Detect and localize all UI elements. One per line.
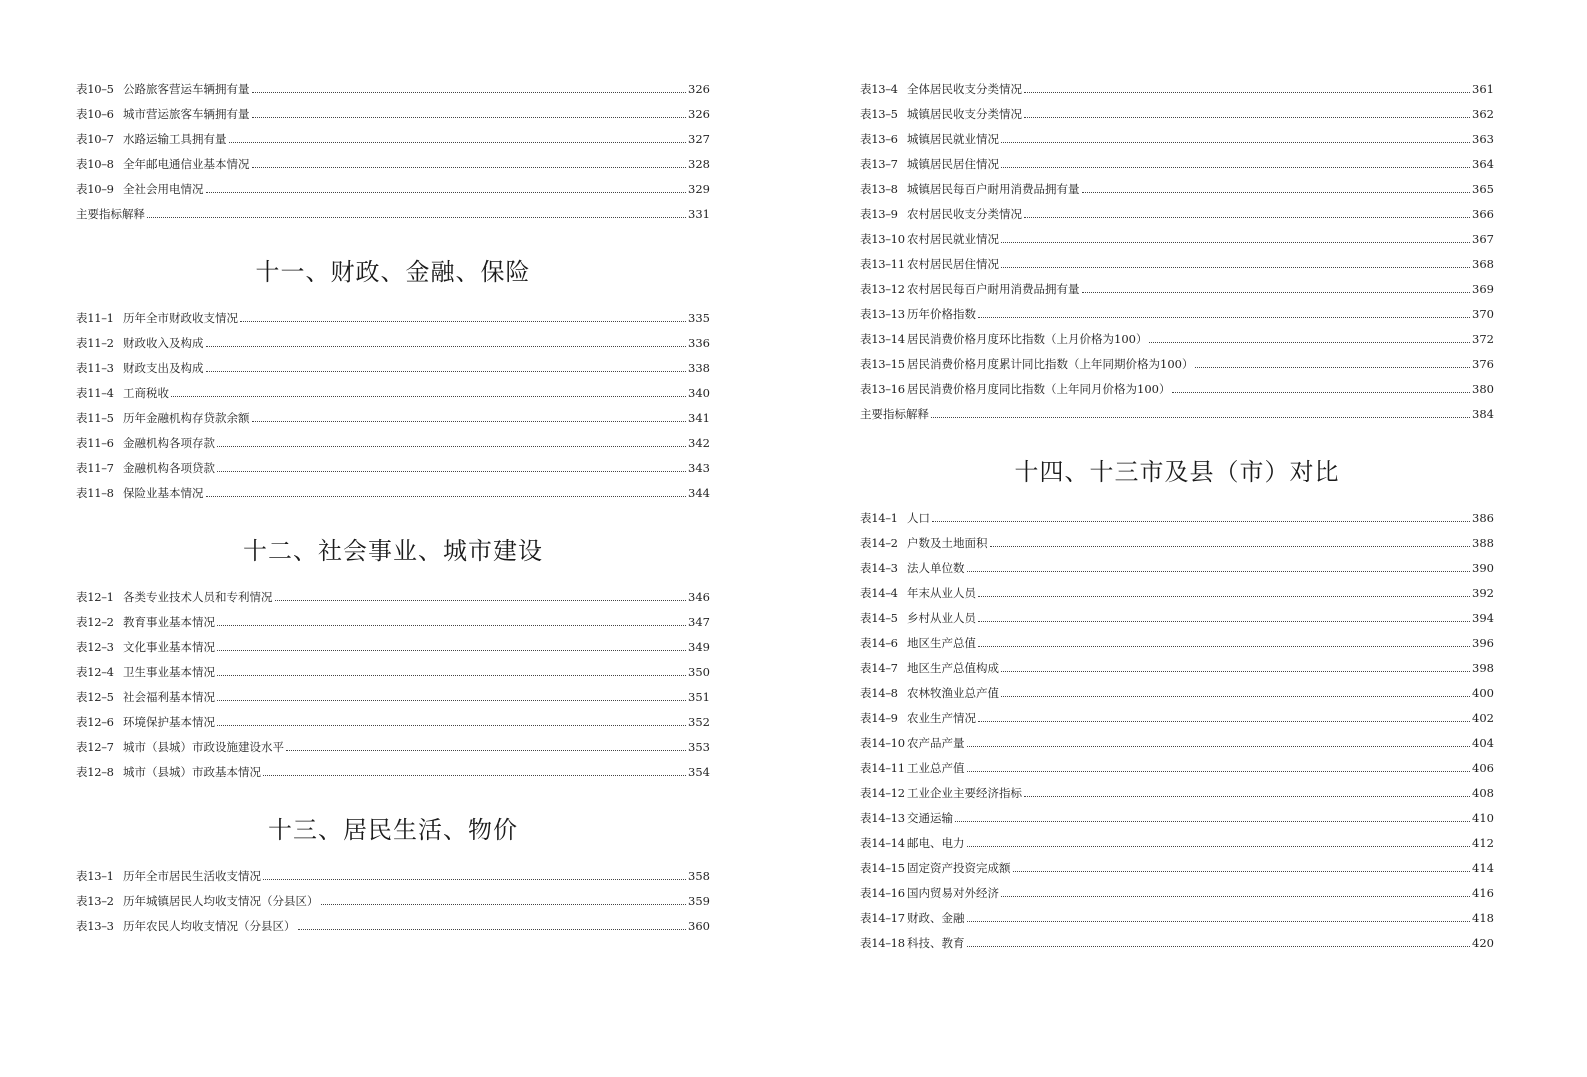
toc-entry-title: 年末从业人员 <box>907 586 976 600</box>
toc-entry-code: 表14–6 <box>860 636 898 650</box>
toc-entry-code: 表12–8 <box>76 765 114 779</box>
toc-entry-page-number: 396 <box>1472 636 1494 650</box>
toc-entry <box>76 459 710 477</box>
toc-entry-title: 邮电、电力 <box>907 836 965 850</box>
dot-leader <box>171 396 686 397</box>
toc-entry-page-number: 398 <box>1472 661 1494 675</box>
toc-entry-code: 表10–6 <box>76 107 114 121</box>
toc-entry-page-number: 368 <box>1472 257 1494 271</box>
toc-entry-title: 财政收入及构成 <box>123 336 204 350</box>
section-heading-12: 十二、社会事业、城市建设 <box>243 537 543 565</box>
toc-entry-page-number: 408 <box>1472 786 1494 800</box>
toc-entry-page-number: 361 <box>1472 82 1494 96</box>
toc-entry-title: 工业企业主要经济指标 <box>907 786 1022 800</box>
toc-entry-title: 地区生产总值构成 <box>907 661 999 675</box>
toc-entry <box>860 130 1494 148</box>
dot-leader <box>1001 142 1470 143</box>
toc-entry-page-number: 410 <box>1472 811 1494 825</box>
dot-leader <box>240 321 686 322</box>
toc-entry-page-number: 362 <box>1472 107 1494 121</box>
toc-entry <box>860 584 1494 602</box>
toc-entry <box>860 859 1494 877</box>
toc-entry-title: 主要指标解释 <box>76 207 145 221</box>
toc-entry-page-number: 388 <box>1472 536 1494 550</box>
toc-entry <box>860 255 1494 273</box>
dot-leader <box>955 821 1470 822</box>
dot-leader <box>978 646 1470 647</box>
dot-leader <box>206 346 687 347</box>
toc-entry <box>860 534 1494 552</box>
toc-entry <box>860 105 1494 123</box>
dot-leader <box>275 600 687 601</box>
toc-entry <box>860 909 1494 927</box>
toc-entry-page-number: 406 <box>1472 761 1494 775</box>
toc-entry-page-number: 353 <box>688 740 710 754</box>
toc-entry-code: 表14–5 <box>860 611 898 625</box>
toc-entry-page-number: 404 <box>1472 736 1494 750</box>
dot-leader <box>967 771 1471 772</box>
toc-entry-code: 表14–18 <box>860 936 905 950</box>
toc-entry <box>860 659 1494 677</box>
toc-entry <box>76 105 710 123</box>
toc-entry-code: 表14–15 <box>860 861 905 875</box>
toc-entry <box>76 663 710 681</box>
dot-leader <box>931 417 1470 418</box>
toc-entry-title: 人口 <box>907 511 930 525</box>
toc-entry <box>860 759 1494 777</box>
toc-entry <box>76 484 710 502</box>
toc-entry-page-number: 341 <box>688 411 710 425</box>
toc-entry-code: 表12–4 <box>76 665 114 679</box>
toc-entry-code: 表12–6 <box>76 715 114 729</box>
toc-entry <box>76 638 710 656</box>
dot-leader <box>932 521 1470 522</box>
toc-entry <box>76 613 710 631</box>
toc-entry-page-number: 352 <box>688 715 710 729</box>
dot-leader <box>321 904 687 905</box>
toc-entry-code: 表13–14 <box>860 332 905 346</box>
toc-entry-code: 表11–4 <box>76 386 114 400</box>
toc-entry <box>860 884 1494 902</box>
toc-entry-page-number: 359 <box>688 894 710 908</box>
toc-entry-title: 农林牧渔业总产值 <box>907 686 999 700</box>
dot-leader <box>147 217 686 218</box>
toc-entry-code: 表11–3 <box>76 361 114 375</box>
toc-entry-code: 表11–5 <box>76 411 114 425</box>
dot-leader <box>1082 192 1471 193</box>
dot-leader <box>967 571 1471 572</box>
toc-entry-title: 历年农民人均收支情况（分县区） <box>123 919 296 933</box>
dot-leader <box>263 879 686 880</box>
toc-entry-page-number: 412 <box>1472 836 1494 850</box>
toc-entry <box>76 205 710 223</box>
toc-entry-title: 城镇居民收支分类情况 <box>907 107 1022 121</box>
toc-entry-code: 表14–4 <box>860 586 898 600</box>
toc-entry-code: 表12–7 <box>76 740 114 754</box>
dot-leader <box>967 946 1471 947</box>
toc-entry <box>76 409 710 427</box>
toc-entry <box>76 434 710 452</box>
toc-entry-code: 表13–12 <box>860 282 905 296</box>
toc-entry-code: 表13–9 <box>860 207 898 221</box>
toc-entry-code: 表13–5 <box>860 107 898 121</box>
toc-entry-title: 交通运输 <box>907 811 953 825</box>
toc-entry-page-number: 380 <box>1472 382 1494 396</box>
toc-entry-title: 居民消费价格月度环比指数（上月价格为100） <box>907 332 1148 346</box>
section-heading-13: 十三、居民生活、物价 <box>268 816 518 844</box>
toc-entry-title: 农村居民收支分类情况 <box>907 207 1022 221</box>
toc-entry-page-number: 420 <box>1472 936 1494 950</box>
toc-entry-page-number: 386 <box>1472 511 1494 525</box>
dot-leader <box>217 675 686 676</box>
toc-entry-page-number: 390 <box>1472 561 1494 575</box>
toc-entry-code: 表12–3 <box>76 640 114 654</box>
toc-entry-code: 表14–1 <box>860 511 898 525</box>
toc-entry-title: 城镇居民每百户耐用消费品拥有量 <box>907 182 1080 196</box>
toc-entry-title: 城市（县城）市政设施建设水平 <box>123 740 284 754</box>
toc-entry-title: 农产品产量 <box>907 736 965 750</box>
dot-leader <box>229 142 687 143</box>
dot-leader <box>1001 242 1470 243</box>
dot-leader <box>217 625 686 626</box>
toc-entry <box>76 917 710 935</box>
toc-entry-code: 表14–10 <box>860 736 905 750</box>
dot-leader <box>978 721 1470 722</box>
dot-leader <box>217 650 686 651</box>
toc-entry-page-number: 364 <box>1472 157 1494 171</box>
dot-leader <box>252 92 687 93</box>
section-heading-14: 十四、十三市及县（市）对比 <box>1014 458 1340 486</box>
toc-entry <box>860 305 1494 323</box>
toc-entry-title: 居民消费价格月度同比指数（上年同月价格为100） <box>907 382 1171 396</box>
toc-entry <box>860 509 1494 527</box>
dot-leader <box>978 596 1470 597</box>
toc-entry <box>860 709 1494 727</box>
toc-entry-title: 社会福利基本情况 <box>123 690 215 704</box>
toc-entry-title: 城镇居民就业情况 <box>907 132 999 146</box>
toc-entry-page-number: 414 <box>1472 861 1494 875</box>
toc-entry-page-number: 331 <box>688 207 710 221</box>
toc-entry-page-number: 342 <box>688 436 710 450</box>
toc-entry-title: 环境保护基本情况 <box>123 715 215 729</box>
dot-leader <box>1001 671 1470 672</box>
toc-entry-title: 金融机构各项存款 <box>123 436 215 450</box>
toc-entry-code: 表14–9 <box>860 711 898 725</box>
toc-entry-page-number: 343 <box>688 461 710 475</box>
toc-entry-page-number: 400 <box>1472 686 1494 700</box>
toc-entry-code: 表11–6 <box>76 436 114 450</box>
toc-entry-title: 历年价格指数 <box>907 307 976 321</box>
toc-entry-title: 卫生事业基本情况 <box>123 665 215 679</box>
toc-entry-title: 农村居民每百户耐用消费品拥有量 <box>907 282 1080 296</box>
dot-leader <box>298 929 687 930</box>
toc-entry-code: 表13–4 <box>860 82 898 96</box>
toc-entry-code: 表14–12 <box>860 786 905 800</box>
toc-entry <box>860 155 1494 173</box>
dot-leader <box>252 167 687 168</box>
toc-entry-title: 历年全市财政收支情况 <box>123 311 238 325</box>
toc-entry-title: 全社会用电情况 <box>123 182 204 196</box>
toc-entry <box>76 867 710 885</box>
dot-leader <box>206 496 687 497</box>
toc-entry-title: 全年邮电通信业基本情况 <box>123 157 250 171</box>
dot-leader <box>1001 267 1470 268</box>
toc-entry-code: 表10–5 <box>76 82 114 96</box>
dot-leader <box>967 746 1471 747</box>
toc-entry-code: 表11–2 <box>76 336 114 350</box>
toc-entry-code: 表11–1 <box>76 311 114 325</box>
toc-entry-page-number: 328 <box>688 157 710 171</box>
toc-entry-page-number: 326 <box>688 107 710 121</box>
toc-entry-title: 乡村从业人员 <box>907 611 976 625</box>
dot-leader <box>1149 342 1470 343</box>
toc-entry-page-number: 338 <box>688 361 710 375</box>
toc-entry-title: 城市（县城）市政基本情况 <box>123 765 261 779</box>
toc-entry <box>76 688 710 706</box>
toc-entry-title: 国内贸易对外经济 <box>907 886 999 900</box>
toc-entry-code: 表10–7 <box>76 132 114 146</box>
toc-entry <box>860 809 1494 827</box>
dot-leader <box>217 446 686 447</box>
toc-entry-title: 保险业基本情况 <box>123 486 204 500</box>
toc-entry-code: 表14–17 <box>860 911 905 925</box>
toc-entry-title: 金融机构各项贷款 <box>123 461 215 475</box>
toc-entry-page-number: 346 <box>688 590 710 604</box>
section-heading-11: 十一、财政、金融、保险 <box>255 258 531 286</box>
toc-entry-title: 公路旅客营运车辆拥有量 <box>123 82 250 96</box>
toc-entry-title: 工商税收 <box>123 386 169 400</box>
toc-entry-page-number: 336 <box>688 336 710 350</box>
toc-entry-page-number: 329 <box>688 182 710 196</box>
toc-entry-title: 城市营运旅客车辆拥有量 <box>123 107 250 121</box>
toc-entry-code: 表13–13 <box>860 307 905 321</box>
toc-entry-title: 教育事业基本情况 <box>123 615 215 629</box>
toc-entry-title: 历年全市居民生活收支情况 <box>123 869 261 883</box>
toc-entry-code: 表13–6 <box>860 132 898 146</box>
toc-entry-page-number: 384 <box>1472 407 1494 421</box>
toc-entry-title: 居民消费价格月度累计同比指数（上年同期价格为100） <box>907 357 1194 371</box>
toc-entry-page-number: 369 <box>1472 282 1494 296</box>
dot-leader <box>1001 696 1470 697</box>
toc-entry-page-number: 370 <box>1472 307 1494 321</box>
toc-entry-title: 文化事业基本情况 <box>123 640 215 654</box>
toc-entry-page-number: 402 <box>1472 711 1494 725</box>
dot-leader <box>1001 167 1470 168</box>
toc-entry <box>860 180 1494 198</box>
toc-entry-title: 工业总产值 <box>907 761 965 775</box>
toc-entry-code: 表10–8 <box>76 157 114 171</box>
dot-leader <box>286 750 686 751</box>
toc-entry-page-number: 372 <box>1472 332 1494 346</box>
toc-entry-code: 表14–13 <box>860 811 905 825</box>
toc-entry <box>76 892 710 910</box>
toc-entry-code: 表11–8 <box>76 486 114 500</box>
toc-entry <box>76 334 710 352</box>
toc-entry-code: 表13–10 <box>860 232 905 246</box>
toc-entry-title: 历年金融机构存贷款余额 <box>123 411 250 425</box>
toc-entry <box>76 309 710 327</box>
toc-entry-code: 表10–9 <box>76 182 114 196</box>
toc-entry <box>860 634 1494 652</box>
toc-entry <box>860 80 1494 98</box>
toc-entry <box>76 359 710 377</box>
toc-entry-code: 表14–3 <box>860 561 898 575</box>
toc-entry-title: 农村居民就业情况 <box>907 232 999 246</box>
dot-leader <box>217 700 686 701</box>
toc-entry-page-number: 360 <box>688 919 710 933</box>
toc-entry-page-number: 418 <box>1472 911 1494 925</box>
toc-entry-page-number: 350 <box>688 665 710 679</box>
toc-entry-page-number: 349 <box>688 640 710 654</box>
toc-entry <box>860 330 1494 348</box>
toc-entry-code: 表14–7 <box>860 661 898 675</box>
toc-entry-title: 固定资产投资完成额 <box>907 861 1011 875</box>
toc-entry-code: 表13–1 <box>76 869 114 883</box>
toc-entry-title: 城镇居民居住情况 <box>907 157 999 171</box>
toc-entry-code: 表13–11 <box>860 257 905 271</box>
dot-leader <box>1024 796 1470 797</box>
toc-entry <box>860 934 1494 952</box>
toc-entry-title: 全体居民收支分类情况 <box>907 82 1022 96</box>
dot-leader <box>978 317 1470 318</box>
dot-leader <box>206 371 687 372</box>
toc-entry <box>76 80 710 98</box>
toc-entry <box>860 405 1494 423</box>
toc-entry-page-number: 394 <box>1472 611 1494 625</box>
toc-entry-page-number: 344 <box>688 486 710 500</box>
toc-entry-code: 表14–16 <box>860 886 905 900</box>
toc-entry-page-number: 327 <box>688 132 710 146</box>
toc-entry-page-number: 367 <box>1472 232 1494 246</box>
toc-entry-code: 表13–2 <box>76 894 114 908</box>
toc-entry-title: 财政、金融 <box>907 911 965 925</box>
dot-leader <box>217 725 686 726</box>
dot-leader <box>978 621 1470 622</box>
toc-entry <box>860 609 1494 627</box>
dot-leader <box>1082 292 1471 293</box>
dot-leader <box>967 921 1471 922</box>
toc-entry-page-number: 376 <box>1472 357 1494 371</box>
toc-entry-title: 法人单位数 <box>907 561 965 575</box>
dot-leader <box>967 846 1471 847</box>
toc-entry <box>76 763 710 781</box>
toc-entry-page-number: 347 <box>688 615 710 629</box>
toc-entry-code: 表11–7 <box>76 461 114 475</box>
toc-entry-code: 表14–11 <box>860 761 905 775</box>
dot-leader <box>252 421 687 422</box>
toc-entry <box>76 155 710 173</box>
toc-entry-page-number: 354 <box>688 765 710 779</box>
dot-leader <box>990 546 1471 547</box>
toc-entry-page-number: 358 <box>688 869 710 883</box>
toc-entry-code: 表13–15 <box>860 357 905 371</box>
toc-entry <box>76 180 710 198</box>
toc-entry-page-number: 366 <box>1472 207 1494 221</box>
toc-entry <box>76 384 710 402</box>
toc-entry-title: 各类专业技术人员和专利情况 <box>123 590 273 604</box>
toc-entry <box>860 280 1494 298</box>
toc-entry <box>860 784 1494 802</box>
toc-entry-title: 农村居民居住情况 <box>907 257 999 271</box>
toc-entry-title: 地区生产总值 <box>907 636 976 650</box>
dot-leader <box>1195 367 1470 368</box>
toc-entry-title: 户数及土地面积 <box>907 536 988 550</box>
toc-entry-page-number: 326 <box>688 82 710 96</box>
toc-entry-page-number: 392 <box>1472 586 1494 600</box>
toc-entry-page-number: 365 <box>1472 182 1494 196</box>
dot-leader <box>1024 92 1470 93</box>
toc-entry-code: 表12–1 <box>76 590 114 604</box>
toc-entry-title: 科技、教育 <box>907 936 965 950</box>
toc-entry <box>76 130 710 148</box>
toc-entry <box>860 230 1494 248</box>
toc-entry-page-number: 351 <box>688 690 710 704</box>
dot-leader <box>1024 117 1470 118</box>
toc-entry-title: 水路运输工具拥有量 <box>123 132 227 146</box>
toc-entry-title: 主要指标解释 <box>860 407 929 421</box>
toc-entry-code: 表13–16 <box>860 382 905 396</box>
toc-entry-page-number: 363 <box>1472 132 1494 146</box>
toc-entry-title: 历年城镇居民人均收支情况（分县区） <box>123 894 319 908</box>
dot-leader <box>206 192 687 193</box>
toc-entry <box>76 738 710 756</box>
toc-entry-code: 表14–2 <box>860 536 898 550</box>
toc-entry <box>860 205 1494 223</box>
toc-entry <box>76 713 710 731</box>
toc-entry-page-number: 335 <box>688 311 710 325</box>
toc-entry-page-number: 340 <box>688 386 710 400</box>
toc-entry <box>76 588 710 606</box>
toc-entry <box>860 734 1494 752</box>
toc-entry-code: 表12–2 <box>76 615 114 629</box>
toc-entry-code: 表14–14 <box>860 836 905 850</box>
toc-entry-code: 表13–7 <box>860 157 898 171</box>
dot-leader <box>217 471 686 472</box>
toc-entry-code: 表13–8 <box>860 182 898 196</box>
toc-entry-code: 表12–5 <box>76 690 114 704</box>
toc-entry-page-number: 416 <box>1472 886 1494 900</box>
toc-entry-code: 表14–8 <box>860 686 898 700</box>
dot-leader <box>252 117 687 118</box>
toc-entry <box>860 355 1494 373</box>
toc-entry <box>860 684 1494 702</box>
dot-leader <box>1024 217 1470 218</box>
toc-entry-title: 农业生产情况 <box>907 711 976 725</box>
dot-leader <box>263 775 686 776</box>
dot-leader <box>1001 896 1470 897</box>
dot-leader <box>1013 871 1471 872</box>
toc-entry <box>860 834 1494 852</box>
toc-entry-title: 财政支出及构成 <box>123 361 204 375</box>
toc-entry <box>860 559 1494 577</box>
toc-entry-code: 表13–3 <box>76 919 114 933</box>
toc-entry <box>860 380 1494 398</box>
dot-leader <box>1172 392 1470 393</box>
